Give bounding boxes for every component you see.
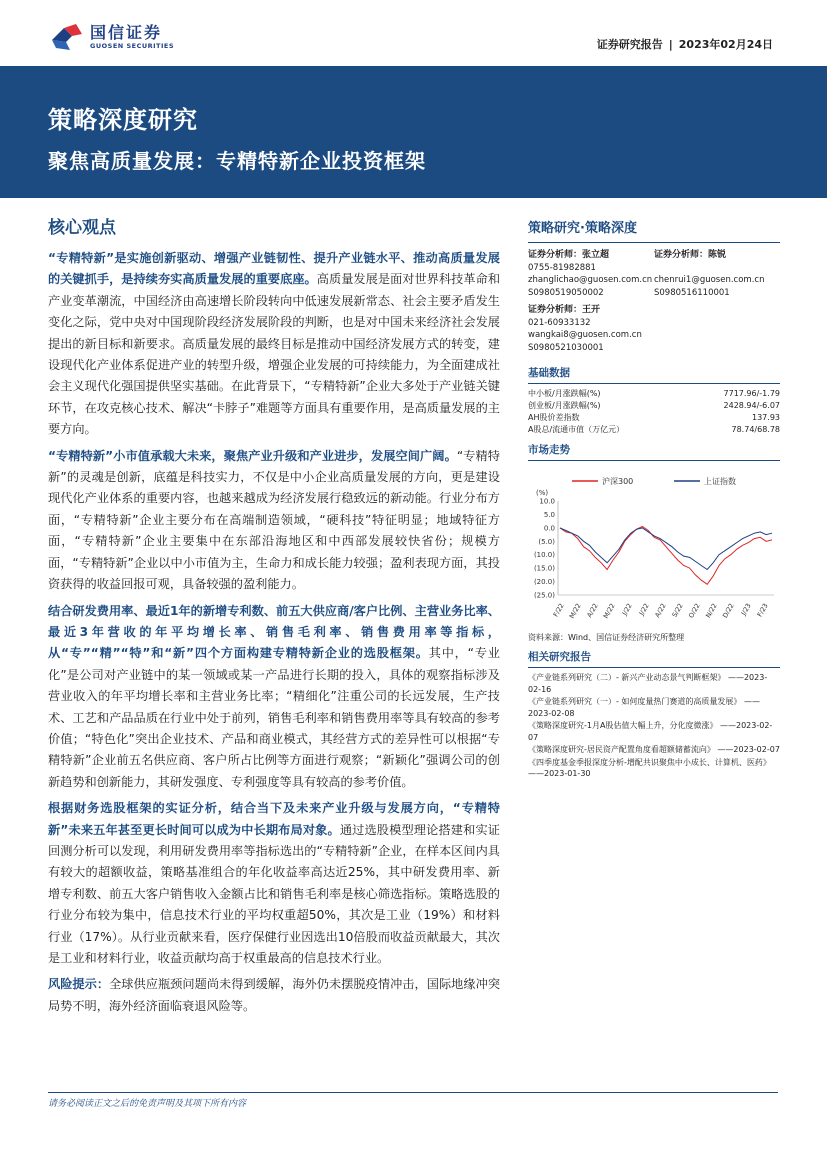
report-meta xyxy=(597,36,773,52)
analyst-card xyxy=(654,249,780,299)
guosen-logo xyxy=(50,22,174,52)
x-tick-label: A/22 xyxy=(585,602,600,619)
analyst-email[interactable]: chenrui1@guosen.com.cn xyxy=(654,275,765,285)
meta-separator: | xyxy=(668,38,673,51)
analyst-cert: S0980521030001 xyxy=(528,342,604,353)
basic-data-value: 7717.96/-1.79 xyxy=(723,389,780,398)
paragraph-highlight: “专精特新”小市值承载大未来，聚焦产业升级和产业进步，发展空间广阔。 xyxy=(48,448,457,463)
analyst-name: 证券分析师：张立超 xyxy=(528,250,610,260)
y-tick-label: (25.0) xyxy=(533,591,555,600)
x-tick-label: N/22 xyxy=(704,602,719,620)
basic-data-row xyxy=(528,424,780,436)
x-tick-label: J/22 xyxy=(620,602,634,617)
related-reports-list xyxy=(528,672,780,780)
x-tick-label: O/22 xyxy=(687,602,702,620)
analyst-email[interactable]: wangkai8@guosen.com.cn xyxy=(528,330,642,340)
x-tick-label: S/22 xyxy=(670,602,685,619)
x-tick-label: A/22 xyxy=(653,602,668,619)
analyst-phone: 021-60933132 xyxy=(528,317,591,328)
guosen-logo-icon xyxy=(50,22,84,52)
series-line xyxy=(560,528,772,570)
footer-disclaimer: 请务必阅读正文之后的免责声明及其项下所有内容 xyxy=(48,1099,247,1109)
basic-data-row xyxy=(528,400,780,412)
core-paragraph xyxy=(48,798,500,969)
report-date: 2023年02月24日 xyxy=(678,38,773,51)
report-category-title: 策略深度研究 xyxy=(48,106,198,134)
chart-source: 资料来源：Wind、国信证券经济研究所整理 xyxy=(528,633,685,642)
analyst-cert: S0980519050002 xyxy=(528,287,604,298)
core-paragraph xyxy=(48,601,500,794)
market-trend-heading: 市场走势 xyxy=(528,442,780,461)
paragraph-highlight: “专精特新”是实施创新驱动、增强产业链韧性、提升产业链水平、推动高质量发展的关键抓手，是持续夯实高质量发展的重要底座。 xyxy=(48,251,500,287)
series-line xyxy=(560,527,772,585)
y-tick-label: (20.0) xyxy=(533,578,555,587)
paragraph-body: “专精特新”的灵魂是创新，底蕴是科技实力，不仅是中小企业高质量发展的方向，更是建设现代化产业体系的重要内容，也越来越成为经济发展行稳致远的新动能。行业分布方面，“专精特新”企业主要分布在高端制造领域，“硬科技”特征明显；地域特征方面，“专精特新”企业主要集中在东部沿海地区和中西部发展较快省份；规模方面，“专精特新”企业以中小市值为主，生命力和成长能力较强；盈利表现方面，其投资获得的收益回报可观，具备较强的盈利能力。 xyxy=(48,448,500,592)
y-tick-label: 10.0 xyxy=(539,497,555,506)
sidebar xyxy=(528,213,780,781)
related-reports-heading: 相关研究报告 xyxy=(528,649,780,668)
risk-body: 全球供应瓶颈问题尚未得到缓解，海外仍未摆脱疫情冲击，国际地缘冲突局势不明，海外经济面临衰退风险等。 xyxy=(48,977,501,1013)
y-tick-label: (10.0) xyxy=(533,551,555,560)
paragraph-body: 其中，“专业化”是公司对产业链中的某一领域或某一产品进行长期的投入，具体的观察指标涉及营业收入的年平均增长率和主营业务比率；“精细化”注重公司的长远发展，生产技术、工艺和产品品质在行业中处于前列，销售毛利率和销售费用率等具有较高的参考价值；“特色化”突出企业技术、产品和商业模式，其经营方式的差异性可以根据“专精特新”企业前五名供应商、客户所占比例等方面进行观察；“新颖化”强调公司的创新趋势和创新能力，其研发强度、专利强度等具有较高的参考价值。 xyxy=(48,646,500,789)
basic-data-key: 创业板/月涨跌幅(%) xyxy=(528,401,601,410)
basic-data-row xyxy=(528,412,780,424)
paragraph-highlight: 结合研发费用率、最近1年的新增专利数、前五大供应商/客户比例、主营业务比率、最近3年营收的年平均增长率、销售毛利率、销售费用率等指标，从“专”“精”“特”和“新”四个方面构建专精特新企业的选股框架。 xyxy=(48,603,500,661)
y-tick-label: (15.0) xyxy=(533,564,555,573)
basic-data-value: 137.93 xyxy=(752,413,780,422)
basic-data-heading: 基础数据 xyxy=(528,365,780,384)
analyst-name: 证券分析师：王开 xyxy=(528,305,601,315)
basic-data-key: 中小板/月涨跌幅(%) xyxy=(528,389,601,398)
paragraph-body: 通过选股模型理论搭建和实证回测分析可以发现，利用研发费用率等指标选出的“专精特新”企业，在样本区间内具有较大的超额收益，策略基准组合的年化收益率高达近25%，其中研发费用率、新增专利数、前五大客户销售收入金额占比和销售毛利率是核心筛选指标。策略选股的行业分布较为集中，信息技术行业的平均权重超50%，其次是工业（19%）和材料行业（17%）。从行业贡献来看，医疗保健行业因选出10倍股而收益贡献最大，其次是工业和材料行业，收益贡献均高于权重最高的信息技术行业。 xyxy=(48,822,500,965)
core-paragraph xyxy=(48,248,500,441)
analyst-cert: S0980516110001 xyxy=(654,287,730,298)
core-paragraph xyxy=(48,446,500,596)
x-tick-label: F/22 xyxy=(551,602,566,619)
paragraph-body: 高质量发展是面对世界科技革命和产业变革潮流，中国经济由高速增长阶段转向中低速发展新常态、社会主要矛盾发生变化之际，党中央对中国现阶段经济发展阶段的判断，也是对中国未来经济社会发展提出的新目标和新要求。高质量发展的最终目标是推动中国经济发展方式的转变，建设现代化产业体系促进产业的转型升级，增强企业发展的可持续能力，为全面建成社会主义现代化强国提供坚实基础。在此背景下，“专精特新”企业大多处于产业链关键环节，在攻克核心技术、解决“卡脖子”难题等方面具有重要作用，是高质量发展的主要方向。 xyxy=(48,272,501,437)
report-title: 聚焦高质量发展：专精特新企业投资框架 xyxy=(48,149,426,173)
basic-data-key: AH股价差指数 xyxy=(528,413,580,422)
basic-data-row xyxy=(528,388,780,400)
footer-divider xyxy=(48,1092,778,1093)
x-tick-label: M/22 xyxy=(601,602,617,620)
analyst-email[interactable]: zhanglichao@guosen.com.cn xyxy=(528,275,653,285)
title-banner xyxy=(0,66,827,198)
related-report-item[interactable]: 《产业链系列研究（一）- 如何度量热门赛道的高质量发展》 ——2023-02-08 xyxy=(528,697,760,718)
legend-label: 沪深300 xyxy=(602,477,634,486)
basic-data-value: 78.74/68.78 xyxy=(731,425,780,434)
risk-label: 风险提示： xyxy=(48,977,110,992)
x-tick-label: M/22 xyxy=(567,602,583,620)
basic-data-key: A股总/流通市值（万亿元） xyxy=(528,425,625,434)
paragraph-highlight: 根据财务选股框架的实证分析，结合当下及未来产业升级与发展方向，“专精特新”未来五年甚至更长时间可以成为中长期布局对象。 xyxy=(48,801,500,837)
basic-data-value: 2428.94/-6.07 xyxy=(723,401,780,410)
x-tick-label: J/22 xyxy=(637,602,651,617)
y-axis-unit: (%) xyxy=(536,489,549,497)
analyst-card xyxy=(528,249,654,299)
legend-label: 上证指数 xyxy=(704,477,736,486)
y-tick-label: (5.0) xyxy=(538,537,555,546)
y-tick-label: 5.0 xyxy=(543,510,555,519)
sidebar-heading: 策略研究·策略深度 xyxy=(528,217,780,243)
logo-cn: 国信证券 xyxy=(90,22,163,42)
analyst-phone xyxy=(654,262,780,275)
top-header xyxy=(0,0,827,66)
basic-data-table xyxy=(528,388,780,436)
y-tick-label: 0.0 xyxy=(543,524,555,533)
market-trend-chart xyxy=(528,465,780,629)
related-report-item[interactable]: 《策略深度研究-居民资产配置角度看超额储蓄流向》 ——2023-02-07 xyxy=(528,745,780,754)
report-type: 证券研究报告 xyxy=(596,38,663,51)
analyst-name: 证券分析师：陈锐 xyxy=(654,250,727,260)
x-tick-label: J/23 xyxy=(739,602,753,617)
core-views-column xyxy=(48,213,500,1022)
analyst-phone: 0755-81982881 xyxy=(528,262,596,273)
market-trend-svg xyxy=(528,465,780,625)
related-report-item[interactable]: 《四季度基金季报深度分析-增配共识聚焦中小成长、计算机、医药》 ——2023-01-30 xyxy=(528,757,771,778)
logo-en: GUOSEN SECURITIES xyxy=(90,41,175,50)
analyst-card xyxy=(528,304,654,354)
core-views-heading: 核心观点 xyxy=(48,218,116,238)
x-tick-label: F/23 xyxy=(755,602,770,619)
related-report-item[interactable]: 《产业链系列研究（二）- 新兴产业动态景气判断框架》 ——2023-02-16 xyxy=(528,673,768,694)
analyst-list xyxy=(528,249,780,359)
related-report-item[interactable]: 《策略深度研究-1月A股估值大幅上升，分化度微涨》 ——2023-02-07 xyxy=(528,721,773,742)
risk-paragraph xyxy=(48,974,500,1017)
x-tick-label: D/22 xyxy=(721,602,736,620)
